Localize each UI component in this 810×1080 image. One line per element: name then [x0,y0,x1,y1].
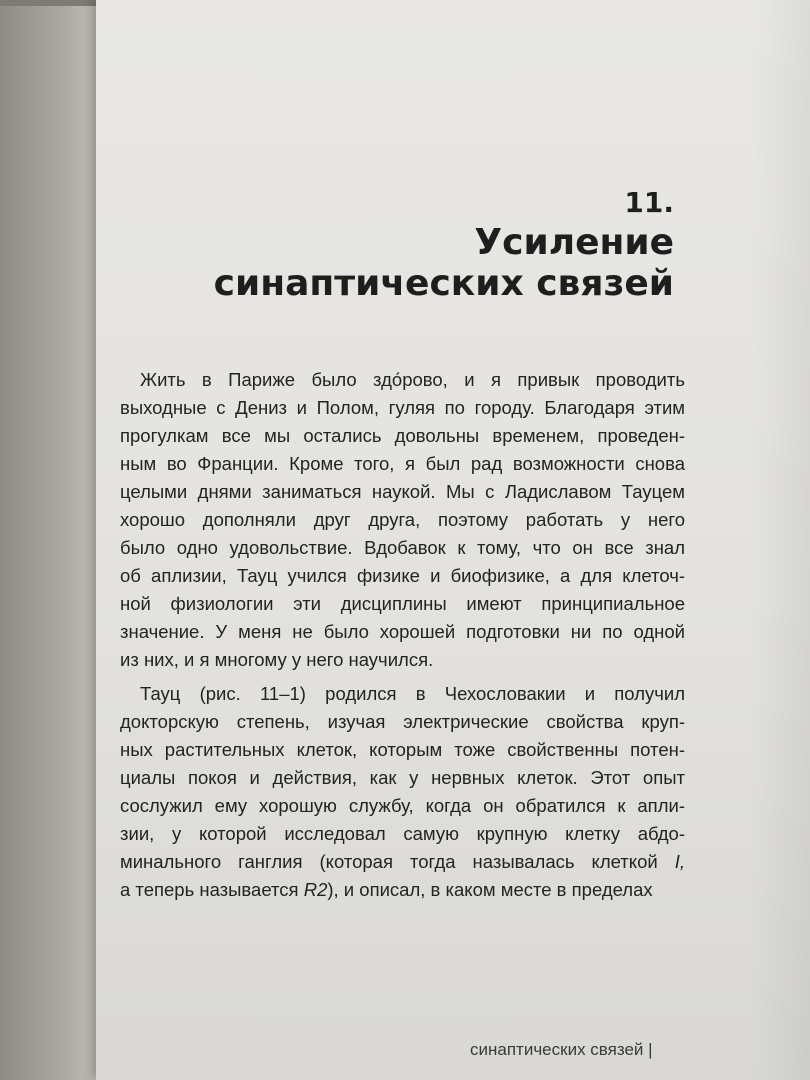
text-line: докторскую степень, изучая электрические свойства круп- [120,711,685,732]
text-line: выходные с Дениз и Полом, гуляя по городу. Благодаря этим [120,397,685,418]
text-line-part: минального ганглия (которая тогда называлась клеткой [120,851,658,872]
text-line: циалы покоя и действия, как у нервных клеток. Этот опыт [120,767,685,788]
text-line: целыми днями заниматься наукой. Мы с Ладиславом Тауцем [120,481,685,502]
text-line: Жить в Париже было здо́рово, и я привык проводить [140,369,685,390]
text-line: ным во Франции. Кроме того, я был рад возможности снова [120,453,685,474]
text-line: Тауц (рис. 11–1) родился в Чехословакии и получил [140,683,685,704]
text-line-part: а теперь называется [120,879,299,900]
text-line: значение. У меня не было хорошей подготовки ни по одной [120,621,685,642]
text-line [120,876,685,904]
backdrop-left [0,0,100,1080]
text-line: хорошо дополняли друг друга, поэтому работать у него [120,509,685,530]
page-shade [750,0,810,1080]
text-line: зии, у которой исследовал самую крупную клетку абдо- [120,823,685,844]
text-line: из них, и я многому у него научился. [120,649,434,670]
chapter-number: 11. [624,186,674,219]
text-line: было одно удовольствие. Вдобавок к тому, что он все знал [120,537,685,558]
text-line-tail: ), и описал, в каком месте в пределах [327,879,653,900]
chapter-title-line-2: синаптических связей [213,263,674,304]
running-head: синаптических связей | [470,1040,653,1059]
r2-italic: R2 [303,879,328,900]
text-line: об аплизии, Тауц учился физике и биофизике, а для клеточ- [120,565,685,586]
cell-label-italic: I, [674,851,685,872]
text-line: сослужил ему хорошую службу, когда он обратился к апли- [120,795,685,816]
text-line: прогулкам все мы остались довольны временем, проведен- [120,425,685,446]
text-line: ных растительных клеток, которым тоже свойственны потен- [120,739,685,760]
chapter-title-line-1: Усиление [474,222,674,263]
text-line [120,848,685,876]
text-line: ной физиологии эти дисциплины имеют принципиальное [120,593,685,614]
